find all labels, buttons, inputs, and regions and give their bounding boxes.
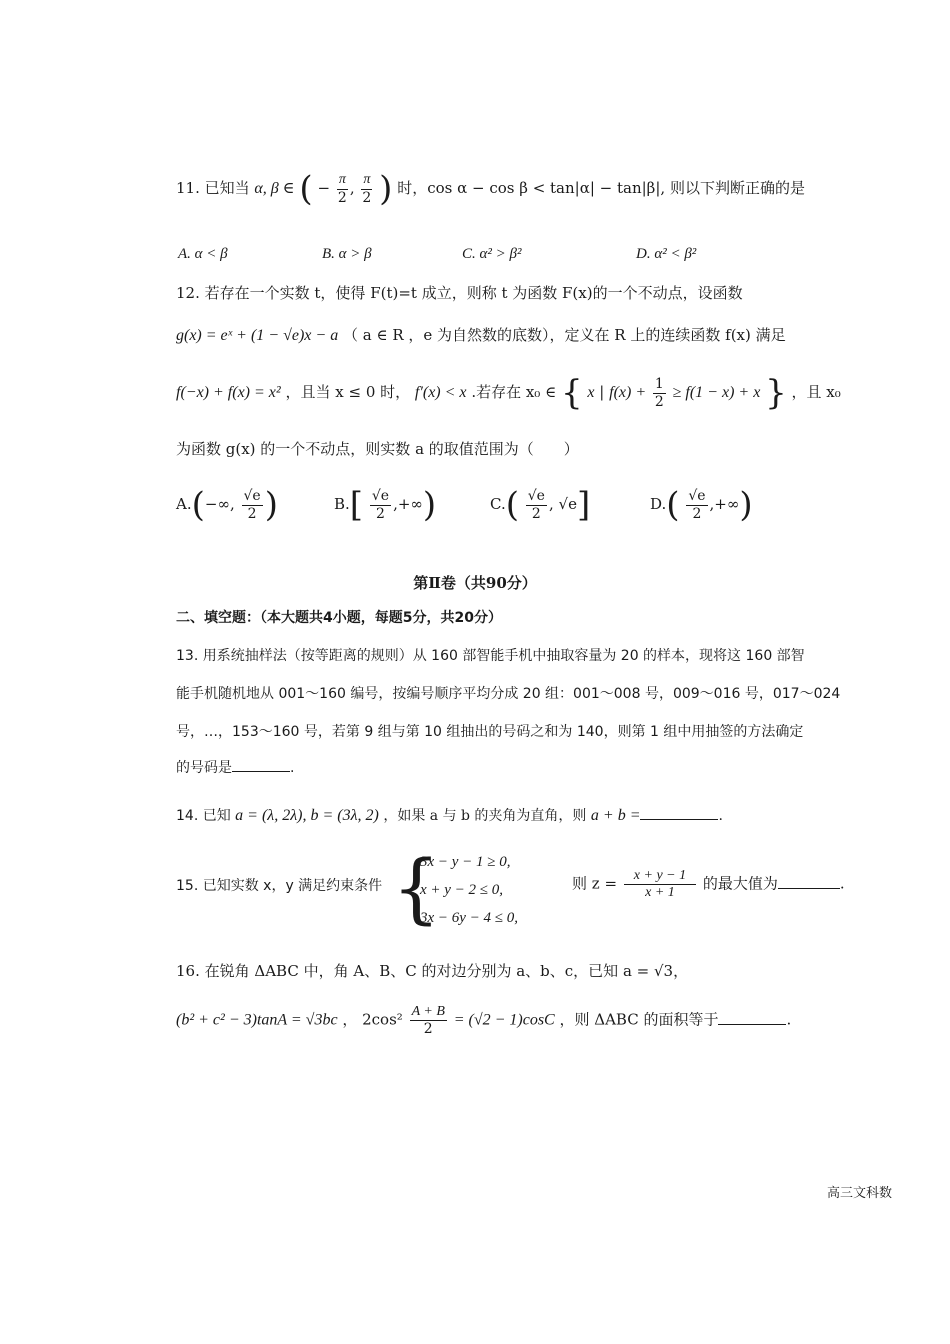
q11-vars: α, β ∈ (254, 180, 295, 197)
q11-frac-1: $\frac{\pi}{2}$ (337, 172, 347, 206)
q11-ask: 则以下判断正确的是 (669, 179, 805, 197)
q11-condition: 时，cos α − cos β < tan|α| − tan|β|, (397, 179, 666, 197)
q15-objective: 则 z = $\frac{x + y - 1}{x + 1}$ 的最大值为 . (572, 868, 845, 901)
section-2-title: 第Ⅱ卷（共90分） (413, 574, 537, 592)
q11-option-a: A. α < β (178, 246, 228, 262)
q11-stem: 11. 已知当 α, β ∈ ( − $\frac{\pi}{2}$ , $\frac{\pi}{2}$ ) 时，cos α − cos β < tan|α| − tan|β|, 则以下判断正确的是 (176, 169, 805, 209)
q12-option-c: C.( $\frac{√e}{2}$ , √e] (490, 485, 591, 525)
section-2-heading: 二、填空题：（本大题共4小题，每题5分，共20分） (176, 610, 502, 626)
q15-prefix: 15. 已知实数 x，y 满足约束条件 (176, 878, 383, 894)
q12-option-d: D.( $\frac{√e}{2}$ ,+∞) (650, 485, 753, 525)
q12-line-4: 为函数 g(x) 的一个不动点，则实数 a 的取值范围为（ ） (176, 440, 579, 458)
q15-constraint-3: 3x − 6y − 4 ≤ 0, (420, 910, 519, 926)
q15-answer-blank[interactable] (778, 888, 840, 889)
q11-option-d: D. α² < β² (636, 246, 697, 262)
q16-line-2: (b² + c² − 3)tanA = √3bc ， 2cos² $\frac{A + B}{2}$ = (√2 − 1)cosC ，则 ΔABC 的面积等于 . (176, 1004, 792, 1038)
q14-answer-blank[interactable] (640, 819, 718, 820)
q12-line-1: 12. 若存在一个实数 t，使得 F(t)=t 成立，则称 t 为函数 F(x)的一个不动点，设函数 (176, 284, 743, 302)
q15-constraint-2: x + y − 2 ≤ 0, (420, 882, 504, 898)
q12-half: $\frac{1}{2}$ (654, 376, 664, 410)
q16-answer-blank[interactable] (718, 1024, 786, 1025)
q12-line-3: f(−x) + f(x) = x² ，且当 x ≤ 0 时， f′(x) < x .若存在 x₀ ∈ { x | f(x) + $\frac{1}{2}$ ≥ f(1 − x) + x } ，且 x₀ (176, 373, 841, 413)
q11-frac-2: $\frac{\pi}{2}$ (362, 172, 372, 206)
q15-constraint-1: 3x − y − 1 ≥ 0, (420, 854, 511, 870)
q11-option-c: C. α² > β² (462, 246, 522, 262)
q12-line-2: g(x) = eˣ + (1 − √e)x − a （ a ∈ R ，e 为自然数的底数），定义在 R 上的连续函数 f(x) 满足 (176, 326, 786, 344)
q12-option-a: A.(−∞, $\frac{√e}{2}$ ) (176, 485, 278, 525)
q14-stem: 14. 已知 a = (λ, 2λ), b = (3λ, 2) ，如果 a 与 b 的夹角为直角，则 a + b = . (176, 807, 723, 824)
q11-option-b: B. α > β (322, 246, 372, 262)
q13-line-2: 能手机随机地从 001～160 编号，按编号顺序平均分成 20 组：001～008 号，009～016 号，017～024 (176, 686, 841, 702)
q13-line-4: 的号码是 . (176, 760, 295, 776)
q12-option-b: B.[ $\frac{√e}{2}$ ,+∞) (334, 485, 437, 525)
q16-line-1: 16. 在锐角 ΔABC 中，角 A、B、C 的对边分别为 a、b、c，已知 a = √3， (176, 962, 689, 980)
q13-line-1: 13. 用系统抽样法（按等距离的规则）从 160 部智能手机中抽取容量为 20 的样本，现将这 160 部智 (176, 648, 805, 664)
q13-answer-blank[interactable] (232, 771, 290, 772)
page-footer: 高三文科数 (826, 1186, 892, 1201)
q13-line-3: 号，…，153～160 号，若第 9 组与第 10 组抽出的号码之和为 140，则第 1 组中用抽签的方法确定 (176, 724, 804, 740)
q15-constraints (420, 848, 518, 932)
q15-brace: { (392, 843, 441, 932)
